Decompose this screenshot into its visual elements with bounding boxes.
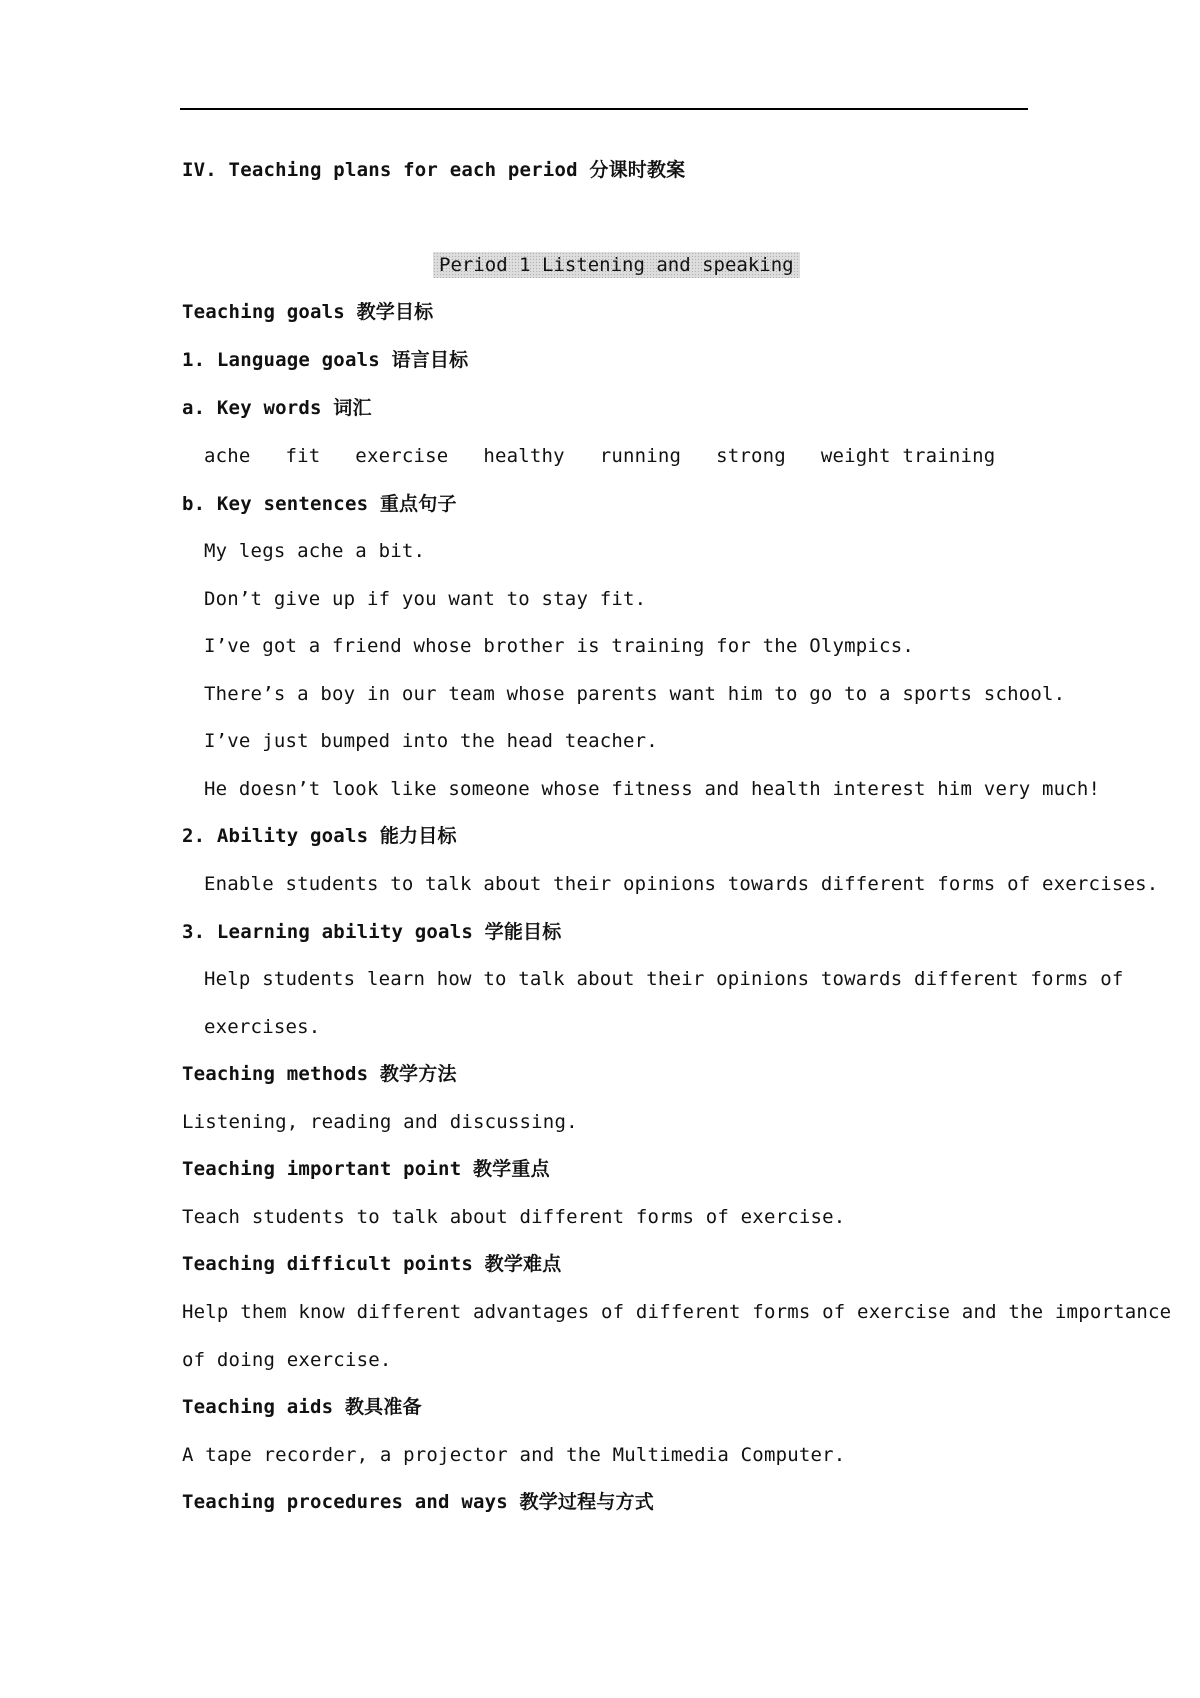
teaching-methods-text: Listening, reading and discussing. <box>182 1111 578 1133</box>
language-goals-heading: 1. Language goals 语言目标 <box>182 349 469 371</box>
key-sentences-label: b. Key sentences 重点句子 <box>182 493 457 515</box>
key-sentence: My legs ache a bit. <box>204 540 426 562</box>
teaching-procedures-heading: Teaching procedures and ways 教学过程与方式 <box>182 1491 654 1513</box>
difficult-points-heading: Teaching difficult points 教学难点 <box>182 1253 562 1275</box>
teaching-aids-heading: Teaching aids 教具准备 <box>182 1396 422 1418</box>
key-sentence: I’ve got a friend whose brother is training for the Olympics. <box>204 635 914 657</box>
key-words-label: a. Key words 词汇 <box>182 397 372 419</box>
difficult-points-text: Help them know different advantages of different forms of exercise and the importance <box>182 1301 1172 1323</box>
important-point-text: Teach students to talk about different forms of exercise. <box>182 1206 846 1228</box>
teaching-goals-heading: Teaching goals 教学目标 <box>182 301 434 323</box>
header-rule <box>180 108 1028 110</box>
learning-ability-text-continued: exercises. <box>204 1016 321 1038</box>
important-point-heading: Teaching important point 教学重点 <box>182 1158 550 1180</box>
key-sentence: He doesn’t look like someone whose fitness and health interest him very much! <box>204 778 1101 800</box>
learning-ability-text: Help students learn how to talk about their opinions towards different forms of <box>204 968 1124 990</box>
section-heading: IV. Teaching plans for each period 分课时教案 <box>182 159 686 181</box>
difficult-points-text-continued: of doing exercise. <box>182 1349 392 1371</box>
ability-goals-text: Enable students to talk about their opinions towards different forms of exercises. <box>204 873 1159 895</box>
teaching-aids-text: A tape recorder, a projector and the Multimedia Computer. <box>182 1444 846 1466</box>
key-sentence: There’s a boy in our team whose parents want him to go to a sports school. <box>204 683 1066 705</box>
learning-ability-goals-heading: 3. Learning ability goals 学能目标 <box>182 921 562 943</box>
key-sentence: I’ve just bumped into the head teacher. <box>204 730 658 752</box>
key-sentence: Don’t give up if you want to stay fit. <box>204 588 647 610</box>
ability-goals-heading: 2. Ability goals 能力目标 <box>182 825 457 847</box>
teaching-methods-heading: Teaching methods 教学方法 <box>182 1063 457 1085</box>
period-title: Period 1 Listening and speaking <box>433 252 800 278</box>
key-words-list: ache fit exercise healthy running strong weight training <box>204 445 996 467</box>
